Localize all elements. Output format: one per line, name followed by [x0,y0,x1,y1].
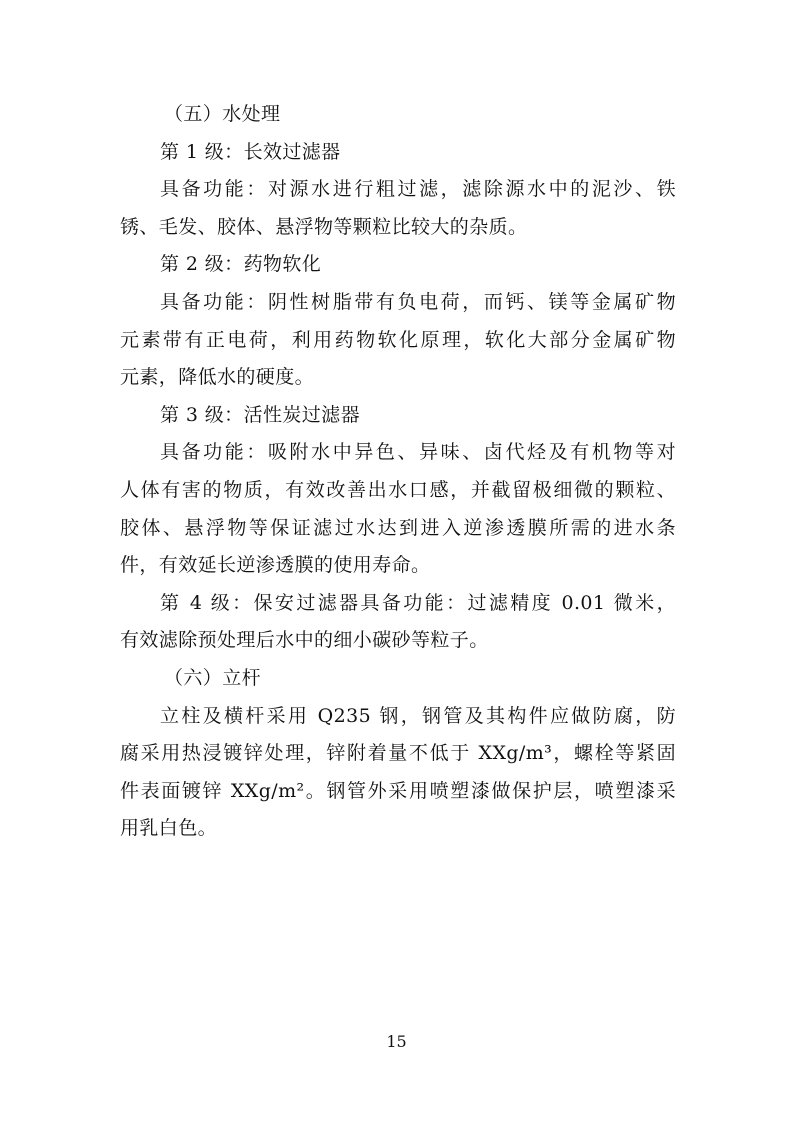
stage1-body-line: 具备功能：对源水进行粗过滤，滤除源水中的泥沙、铁 [160,178,676,201]
stage2-body-line: 具备功能：阴性树脂带有负电荷，而钙、镁等金属矿物 [160,290,676,313]
stage1-title: 第 1 级：长效过滤器 [160,140,341,163]
section-five-heading: （五）水处理 [164,103,281,125]
section-six-body-line: 腐采用热浸镀锌处理，锌附着量不低于 XXg/m³，螺栓等紧固 [120,742,676,765]
stage3-body-line: 人体有害的物质，有效改善出水口感，并截留极细微的颗粒、 [120,478,676,501]
stage2-title: 第 2 级：药物软化 [160,253,322,276]
stage3-body-line: 具备功能：吸附水中异色、异味、卤代烃及有机物等对 [160,441,676,464]
stage3-body-line: 胶体、悬浮物等保证滤过水达到进入逆渗透膜所需的进水条 [120,516,676,539]
stage4-body-line: 有效滤除预处理后水中的细小碳砂等粒子。 [120,629,489,652]
page-number: 15 [386,1032,407,1051]
stage2-body-line: 元素带有正电荷，利用药物软化原理，软化大部分金属矿物 [120,328,676,351]
stage2-body-line: 元素，降低水的硬度。 [120,366,315,389]
stage3-body-line: 件，有效延长逆渗透膜的使用寿命。 [120,554,431,577]
stage4-body-line: 第 4 级：保安过滤器具备功能：过滤精度 0.01 微米， [160,591,676,614]
section-six-body-line: 件表面镀锌 XXg/m²。钢管外采用喷塑漆做保护层，喷塑漆采 [120,779,676,802]
stage3-title: 第 3 级：活性炭过滤器 [160,403,360,426]
stage1-body-line: 锈、毛发、胶体、悬浮物等颗粒比较大的杂质。 [120,215,528,238]
section-six-heading: （六）立杆 [164,666,262,689]
section-six-body-line: 立柱及横杆采用 Q235 钢，钢管及其构件应做防腐，防 [160,704,676,727]
section-six-body-line: 用乳白色。 [120,817,218,840]
document-page [120,96,676,848]
